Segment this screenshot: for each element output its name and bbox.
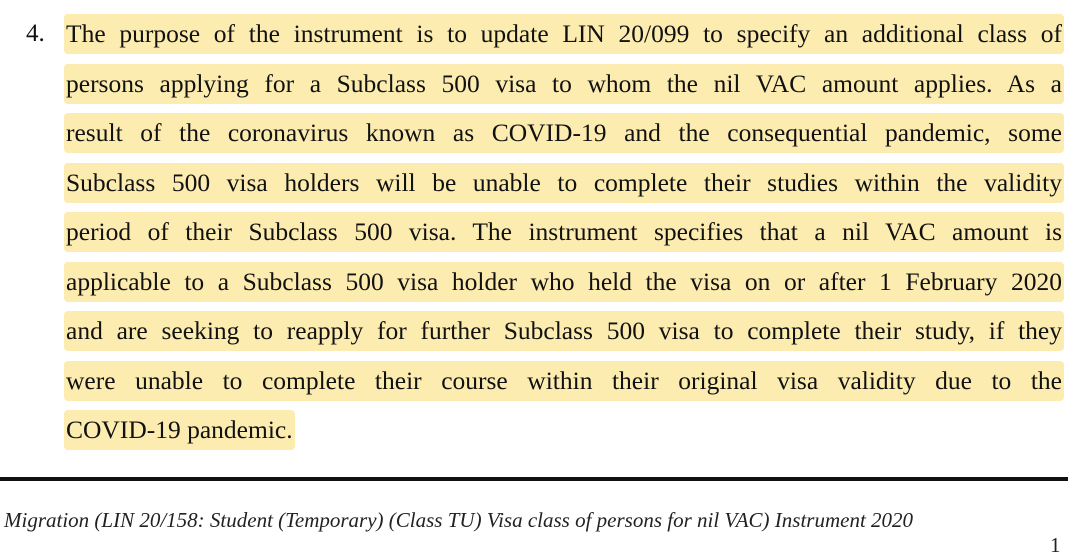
highlighted-text: result of the coronavirus known as COVID-19 and the consequential pandemic, some	[64, 113, 1064, 153]
highlighted-text: Subclass 500 visa holders will be unable to complete their studies within the validity	[64, 163, 1064, 203]
paragraph-line	[64, 113, 1064, 163]
highlighted-text: persons applying for a Subclass 500 visa to whom the nil VAC amount applies. As a	[64, 64, 1064, 104]
footer-title: Migration (LIN 20/158: Student (Temporary) (Class TU) Visa class of persons for nil VAC) Instrument 2020	[4, 508, 914, 532]
paragraph-line	[64, 14, 1064, 64]
highlighted-text: applicable to a Subclass 500 visa holder who held the visa on or after 1 February 2020	[64, 262, 1064, 302]
paragraph-line	[64, 212, 1064, 262]
paragraph-line	[64, 361, 1064, 411]
paragraph-number: 4.	[26, 20, 45, 47]
highlighted-paragraph	[64, 14, 1064, 460]
highlighted-text: and are seeking to reapply for further Subclass 500 visa to complete their study, if they	[64, 311, 1064, 351]
paragraph-line	[64, 64, 1064, 114]
paragraph-line	[64, 163, 1064, 213]
highlighted-text: COVID-19 pandemic.	[64, 410, 295, 450]
highlighted-text: were unable to complete their course within their original visa validity due to the	[64, 361, 1064, 401]
footer-divider	[0, 477, 1068, 481]
paragraph-line	[64, 311, 1064, 361]
highlighted-text: period of their Subclass 500 visa. The instrument specifies that a nil VAC amount is	[64, 212, 1064, 252]
paragraph-line	[64, 262, 1064, 312]
highlighted-text: The purpose of the instrument is to update LIN 20/099 to specify an additional class of	[64, 14, 1064, 54]
page-number: 1	[1050, 533, 1061, 557]
paragraph-line-last	[64, 410, 1064, 460]
